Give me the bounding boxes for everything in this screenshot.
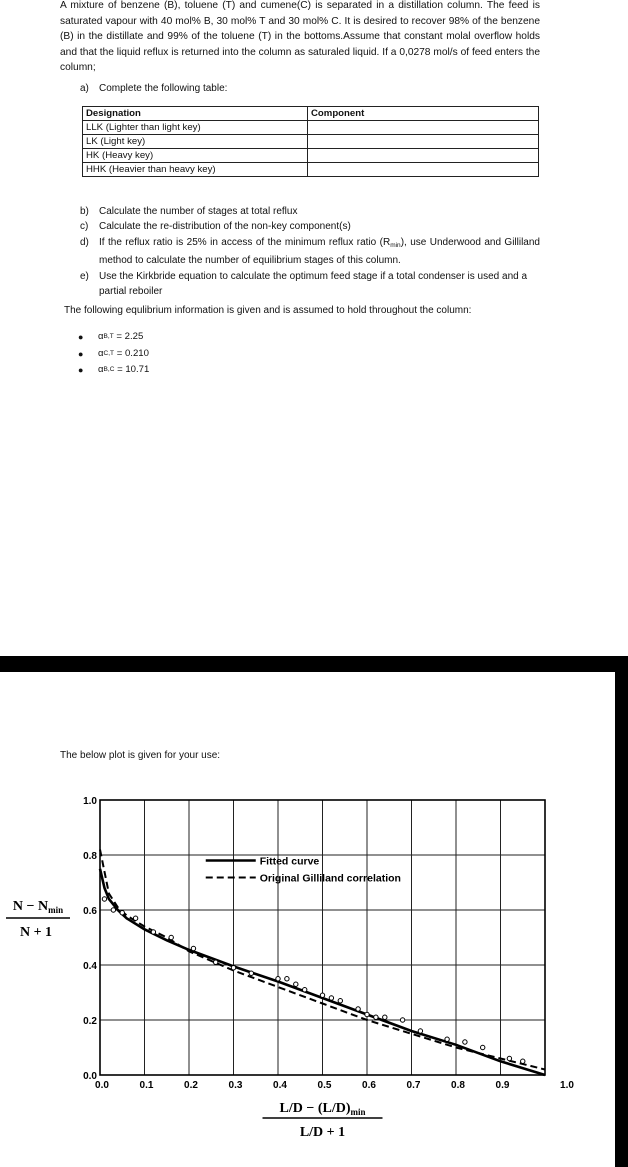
data-point xyxy=(231,966,235,970)
y-tick-label: 0.6 xyxy=(83,906,97,917)
bullet-icon: ● xyxy=(78,365,84,376)
data-point xyxy=(418,1029,422,1033)
data-point xyxy=(249,971,253,975)
legend-label-gilliland: Original Gilliland correlation xyxy=(259,872,401,885)
data-point xyxy=(507,1056,511,1060)
x-tick-label: 0.3 xyxy=(228,1080,243,1091)
legend-label-fitted: Fitted curve xyxy=(259,855,320,868)
equilibrium-intro: The following equlibrium information is given and is assumed to hold throughout the column: xyxy=(64,305,472,316)
table-cell-designation: HK (Heavy key) xyxy=(83,149,308,163)
y-tick-label: 0.4 xyxy=(83,961,97,972)
part-a-label: a) xyxy=(80,83,89,94)
data-point xyxy=(214,960,218,964)
x-tick-label: 0.5 xyxy=(317,1080,332,1091)
x-axis-label-numerator: $L/D - (L/D)_{min}$ xyxy=(279,1101,366,1117)
data-point xyxy=(120,911,124,915)
alpha-ct: ● α C,T = 0.210 xyxy=(78,346,149,363)
data-point xyxy=(276,977,280,981)
parts-list xyxy=(80,204,540,299)
data-point xyxy=(320,993,324,997)
table-cell-component[interactable] xyxy=(308,163,539,177)
component-table xyxy=(82,106,539,177)
data-point xyxy=(285,977,289,981)
data-point xyxy=(383,1015,387,1019)
table-header-designation: Designation xyxy=(83,107,308,121)
data-point xyxy=(133,916,137,920)
alpha-bt: ● α B,T = 2.25 xyxy=(78,329,149,346)
alpha-list xyxy=(78,329,149,379)
data-point xyxy=(374,1015,378,1019)
x-tick-label: 0.4 xyxy=(273,1080,287,1091)
data-point xyxy=(191,946,195,950)
table-cell-designation: LLK (Lighter than light key) xyxy=(83,121,308,135)
page-edge-top xyxy=(615,0,628,656)
plot-intro: The below plot is given for your use: xyxy=(60,750,221,761)
x-tick-label: 0.0 xyxy=(95,1080,109,1091)
x-tick-label: 1.0 xyxy=(560,1080,574,1091)
table-row xyxy=(83,135,539,149)
x-tick-label: 0.8 xyxy=(451,1080,465,1091)
y-tick-label: 0.8 xyxy=(83,851,97,862)
part-e: e) Use the Kirkbride equation to calculate the optimum feed stage if a total condenser is used and a partial reboiler xyxy=(80,270,528,298)
data-point xyxy=(151,930,155,934)
table-cell-component[interactable] xyxy=(308,121,539,135)
table-cell-component[interactable] xyxy=(308,135,539,149)
y-tick-label: 0.2 xyxy=(83,1016,97,1027)
table-row xyxy=(83,149,539,163)
table-header-component: Component xyxy=(308,107,539,121)
table-header-row xyxy=(83,107,539,121)
problem-statement: A mixture of benzene (B), toluene (T) and cumene(C) is separated in a distillation column. The feed is saturated vapour with 40 mol% B, 30 mol% T and 30 mol% C. It is desired to recover 98% of the benzene (B) in the distillate and 99% of the toluene (T) in the bottoms.Assume that constant molal overflow holds and that the liquid reflux is returned into the column as saturaled liquid. If a 0,0278 mol/s of feed enters the column; xyxy=(60,0,540,74)
data-point xyxy=(365,1012,369,1016)
x-tick-label: 0.7 xyxy=(406,1080,421,1091)
table-row xyxy=(83,121,539,135)
data-point xyxy=(481,1045,485,1049)
table-cell-component[interactable] xyxy=(308,149,539,163)
table-cell-designation: HHK (Heavier than heavy key) xyxy=(83,163,308,177)
part-b: b) Calculate the number of stages at total reflux xyxy=(80,206,298,217)
part-a-text: Complete the following table: xyxy=(99,83,228,94)
data-point xyxy=(400,1018,404,1022)
y-tick-label: 1.0 xyxy=(83,796,97,807)
data-point xyxy=(303,988,307,992)
data-point xyxy=(294,982,298,986)
bullet-icon: ● xyxy=(78,332,84,342)
y-axis-label-numerator: $N - N_{min}$ xyxy=(12,899,64,915)
data-point xyxy=(445,1037,449,1041)
y-tick-label: 0.0 xyxy=(83,1071,97,1082)
x-tick-label: 0.1 xyxy=(139,1080,154,1091)
data-point xyxy=(111,908,115,912)
part-a xyxy=(80,83,227,94)
x-tick-label: 0.6 xyxy=(362,1080,376,1091)
part-d: d) If the reflux ratio is 25% in access of the minimum reflux ratio $(R_{min})$, use Underwood and Gilliland method to calculate the number of equilibrium stages of this column. xyxy=(80,236,540,267)
table-cell-designation: LK (Light key) xyxy=(83,135,308,149)
alpha-bc: ● α B,C = 10.71 xyxy=(78,362,149,379)
data-point xyxy=(169,935,173,939)
page-divider xyxy=(0,656,615,672)
gilliland-chart xyxy=(0,780,615,1167)
table-row xyxy=(83,163,539,177)
part-c: c) Calculate the re-distribution of the non-key component(s) xyxy=(80,221,351,233)
data-point xyxy=(463,1040,467,1044)
data-point xyxy=(338,999,342,1003)
y-axis-label-denominator: N + 1 xyxy=(19,925,53,940)
x-tick-label: 0.2 xyxy=(184,1080,198,1091)
data-point xyxy=(521,1059,525,1063)
x-axis-label-denominator: L/D + 1 xyxy=(299,1125,346,1140)
x-tick-label: 0.9 xyxy=(495,1080,510,1091)
data-point xyxy=(356,1007,360,1011)
data-point xyxy=(102,897,106,901)
bullet-icon: ● xyxy=(78,348,84,359)
data-point xyxy=(329,996,333,1000)
